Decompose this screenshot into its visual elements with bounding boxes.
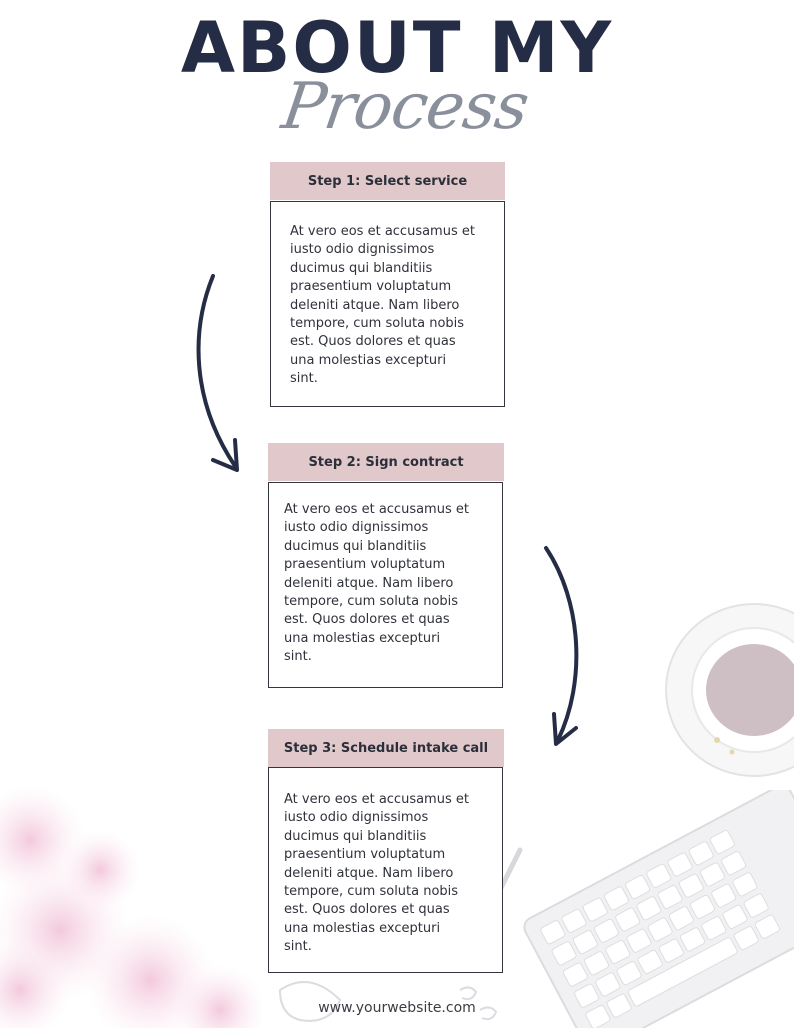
keyboard-decoration: [520, 790, 794, 1028]
flowers-decoration: [0, 780, 280, 1028]
website-link[interactable]: www.yourwebsite.com: [318, 1000, 476, 1016]
coffee-cup-decoration: [662, 600, 794, 780]
step-3-text: At vero eos et accusamus et iusto odio dignissimos ducimus qui blanditiis praesentium voluptatum deleniti atque. Nam libero tempore, cum soluta nobis est. Quos dolores et quas una molestias excepturi sint.: [284, 792, 469, 955]
step-2-header: Step 2: Sign contract: [268, 443, 504, 481]
page-subtitle-script: Process: [277, 70, 533, 144]
step-2-text: At vero eos et accusamus et iusto odio dignissimos ducimus qui blanditiis praesentium voluptatum deleniti atque. Nam libero tempore, cum soluta nobis est. Quos dolores et quas una molestias excepturi sint.: [284, 502, 469, 665]
curved-arrow-icon: [538, 542, 598, 752]
step-1-text: At vero eos et accusamus et iusto odio dignissimos ducimus qui blanditiis praesentium voluptatum deleniti atque. Nam libero tempore, cum soluta nobis est. Quos dolores et quas una molestias excepturi sint.: [290, 224, 475, 387]
curved-arrow-icon: [185, 270, 255, 480]
step-1-header: Step 1: Select service: [270, 162, 505, 200]
page-title: ABOUT MY: [180, 7, 614, 89]
step-3-header: Step 3: Schedule intake call: [268, 729, 504, 767]
